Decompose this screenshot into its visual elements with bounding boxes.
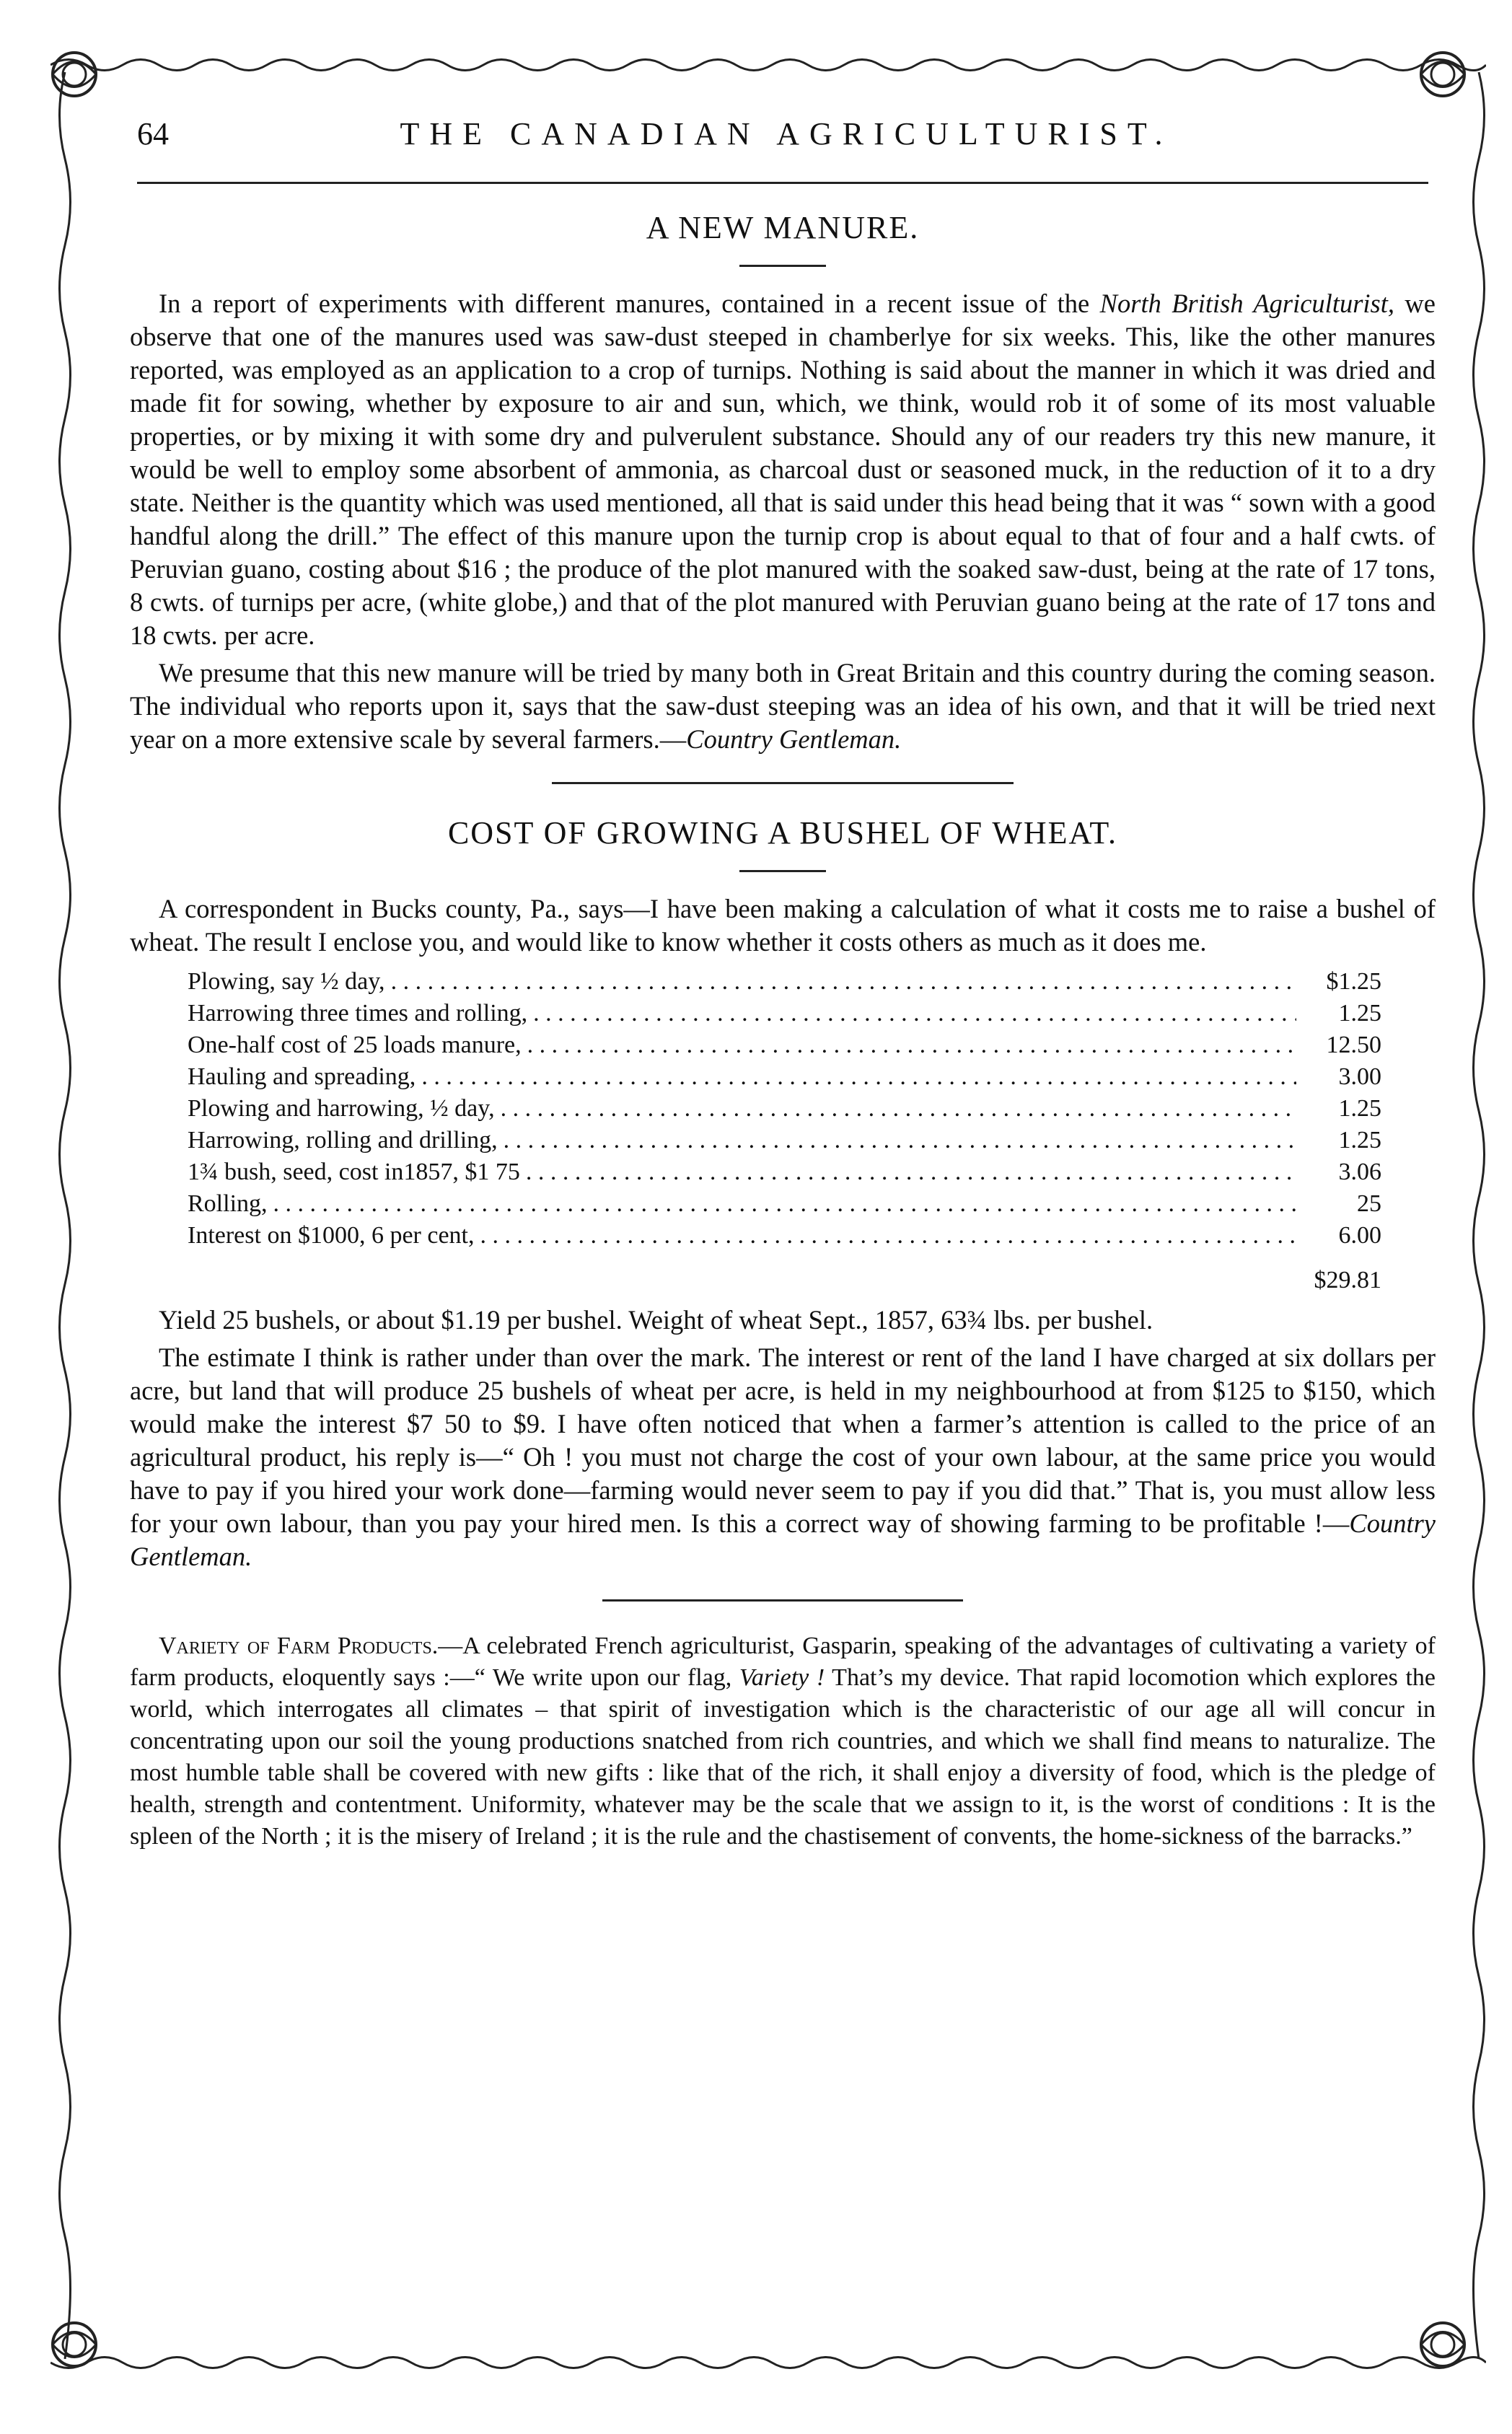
page-number: 64 <box>137 116 169 151</box>
paragraph <box>130 1630 1436 1853</box>
cost-label: One-half cost of 25 loads manure, <box>188 1032 522 1058</box>
cost-row <box>188 1125 1381 1156</box>
text-run: That’s my device. That rapid locomotion which explores the world, which interrogates all climates – that spirit of investigation which is the characteristic of our age all will concur in concentrating upon our soil the young productions snatched from rich countries, and which we shall find means to naturalize. The most humble table shall be covered with new gifts : like that of the rich, it shall enjoy a diversity of food, which is the pledge of health, strength and contentment. Uniformity, whatever may be the scale that we assign to it, is the worst of conditions : It is the spleen of the North ; it is the misery of Ireland ; it is the rule and the chastisement of convents, the home-sickness of the barracks.” <box>130 1664 1436 1850</box>
paragraph: Yield 25 bushels, or about $1.19 per bushel. Weight of wheat Sept., 1857, 63¾ lbs. per bushel. <box>159 1305 1153 1335</box>
text-run: The estimate I think is rather under than over the mark. The interest or rent of the land I have charged at six dollars per acre, but land that will produce 25 bushels of wheat per acre, is held in my neighbourhood at from $125 to $150, which would make the interest $7 50 to $9. I have often noticed that when a farmer’s attention is called to the price of an agricultural product, his reply is—“ Oh ! you must not charge the cost of your own labour, at the same price you would have to pay if you hired your work done—farming would never seem to pay if you did that.” That is, you must allow less for your own labour, than you pay your hired men. Is this a correct way of showing farming to be profitable !— <box>130 1343 1436 1538</box>
paragraph <box>130 287 1436 652</box>
ornamental-border-top <box>50 50 1486 79</box>
title-rule <box>739 870 826 872</box>
title-rule <box>739 265 826 267</box>
cost-label: Interest on $1000, 6 per cent, <box>188 1222 475 1249</box>
running-head <box>137 115 1436 159</box>
corner-ornament-icon <box>1410 2312 1475 2377</box>
ornamental-border-left <box>50 72 79 2359</box>
corner-ornament-icon <box>1410 42 1475 107</box>
leader-dots <box>533 998 1296 1029</box>
text-run: —A celebrated French agriculturist, Gasparin, speaking of the advantages of cultivating a variety of farm products, eloquently says :—“ We write upon our flag, <box>130 1633 1436 1691</box>
cost-amount: 12.50 <box>1326 1032 1381 1058</box>
cost-amount: 1.25 <box>1338 1000 1381 1027</box>
article-variety-of-farm-products <box>130 1630 1436 1853</box>
leader-dots <box>527 1029 1296 1061</box>
ornamental-border-right <box>1464 72 1493 2359</box>
cost-row <box>188 1156 1381 1188</box>
cost-amount: 1.25 <box>1338 1127 1381 1154</box>
cost-amount: 3.06 <box>1338 1159 1381 1185</box>
article-new-manure <box>130 209 1436 756</box>
article-title: A NEW MANURE. <box>646 210 920 245</box>
cost-row <box>188 1220 1381 1252</box>
paragraph: A correspondent in Bucks county, Pa., says—I have been making a calculation of what it costs me to raise a bushel of wheat. The result I enclose you, and would like to know whether it costs others as much as it does me. <box>130 894 1436 957</box>
section-divider <box>602 1599 963 1602</box>
cost-label: Rolling, <box>188 1190 268 1217</box>
cost-amount: 6.00 <box>1338 1222 1381 1249</box>
cost-amount: 1.25 <box>1338 1095 1381 1122</box>
article-title: COST OF GROWING A BUSHEL OF WHEAT. <box>447 815 1118 851</box>
text-run: In a report of experiments with different manures, contained in a recent issue of the <box>159 289 1100 318</box>
text-run: We presume that this new manure will be tried by many both in Great Britain and this country during the coming season. The individual who reports upon it, says that the saw-dust steeping was an idea of his own, and that it will be tried next year on a more extensive scale by several farmers.— <box>130 658 1436 754</box>
cost-row <box>188 1061 1381 1093</box>
source-name: North British Agriculturist, <box>1099 289 1395 318</box>
leader-dots <box>504 1125 1296 1156</box>
paragraph <box>130 656 1436 756</box>
cost-label: Harrowing, rolling and drilling, <box>188 1127 498 1154</box>
ornamental-border-bottom <box>50 2348 1486 2377</box>
cost-row <box>188 1188 1381 1220</box>
cost-amount: 3.00 <box>1338 1063 1381 1090</box>
cost-table <box>188 966 1381 1252</box>
leader-dots <box>273 1188 1296 1220</box>
attribution: Country Gentleman. <box>130 1508 1436 1571</box>
journal-title: THE CANADIAN AGRICULTURIST. <box>400 116 1173 151</box>
cost-label: Plowing and harrowing, ½ day, <box>188 1095 495 1122</box>
paragraph <box>130 1341 1436 1573</box>
cost-amount: 25 <box>1357 1190 1381 1217</box>
lead-in: Variety of Farm Products. <box>159 1633 439 1659</box>
cost-amount: $1.25 <box>1326 968 1381 995</box>
leader-dots <box>480 1220 1297 1252</box>
leader-dots <box>501 1093 1296 1125</box>
page-content <box>130 209 1436 1853</box>
leader-dots <box>526 1156 1296 1188</box>
leader-dots <box>421 1061 1296 1093</box>
leader-dots <box>391 966 1296 998</box>
cost-row <box>188 1093 1381 1125</box>
section-divider <box>552 782 1014 784</box>
cost-label: Plowing, say ½ day, <box>188 968 385 995</box>
cost-row <box>188 998 1381 1029</box>
corner-ornament-icon <box>42 42 107 107</box>
cost-label: 1¾ bush, seed, cost in1857, $1 75 <box>188 1159 520 1185</box>
motto: Variety ! <box>739 1664 825 1691</box>
attribution: Country Gentleman. <box>686 724 902 754</box>
text-run: we observe that one of the manures used was saw-dust steeped in chamberlye for six weeks. This, like the other manures reported, was employed as an application to a crop of turnips. Nothing is said about the manner in which it was dried and made fit for sowing, whether by exposure to air and sun, which, we think, would rob it of some of its most valuable properties, or by mixing it with some dry and pulverulent substance. Should any of our readers try this new manure, it would be well to employ some absorbent of ammonia, as charcoal dust or seasoned muck, in the reduction of it to a dry state. Neither is the quantity which was used mentioned, all that is said under this head being that it was “ sown with a good handful along the drill.” The effect of this manure upon the turnip crop is about equal to that of four and a half cwts. of Peruvian guano, costing about $16 ; the produce of the plot manured with the soaked saw-dust, being at the rate of 17 tons, 8 cwts. of turnips per acre, (white globe,) and that of the plot manured with Peruvian guano being at the rate of 17 tons and 18 cwts. per acre. <box>130 289 1436 650</box>
cost-total: $29.81 <box>1314 1267 1381 1293</box>
header-rule <box>137 182 1428 184</box>
cost-row <box>188 966 1381 998</box>
article-cost-of-wheat <box>130 814 1436 1573</box>
cost-row <box>188 1029 1381 1061</box>
cost-label: Harrowing three times and rolling, <box>188 1000 528 1027</box>
cost-label: Hauling and spreading, <box>188 1063 416 1090</box>
corner-ornament-icon <box>42 2312 107 2377</box>
